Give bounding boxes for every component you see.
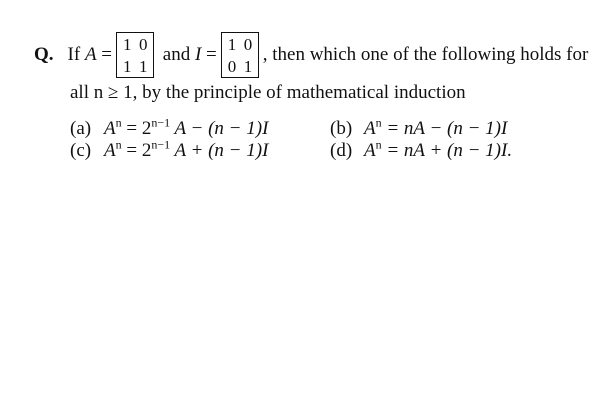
question-label: Q. — [34, 44, 54, 65]
matrix-i — [221, 32, 259, 78]
matrix-a-name: A — [84, 44, 97, 65]
matrix-a-cell: 0 — [139, 35, 148, 54]
option-equation: = 2 — [121, 118, 152, 139]
option-exponent: n — [115, 115, 122, 130]
matrix-i-cell: 1 — [243, 57, 253, 76]
and-text: and — [158, 44, 195, 65]
option-exponent: n — [375, 115, 382, 130]
option-label: (a) — [70, 118, 92, 139]
matrix-i-cell: 0 — [227, 57, 237, 76]
matrix-a-cell: 1 — [123, 35, 132, 54]
option-rest: A + (n − 1)I — [170, 140, 269, 161]
option-equation: = nA + (n − 1)I. — [381, 140, 513, 161]
option-exponent-2: n−1 — [151, 137, 171, 152]
option-base: A — [104, 118, 116, 139]
option-d — [330, 137, 513, 162]
option-base: A — [364, 140, 376, 161]
option-base: A — [104, 140, 116, 161]
matrix-i-cell: 1 — [227, 35, 237, 54]
option-c — [70, 137, 269, 162]
matrix-i-cell: 0 — [243, 35, 253, 54]
matrix-i-name: I — [194, 44, 202, 65]
option-exponent: n — [375, 137, 382, 152]
option-label: (c) — [70, 140, 92, 161]
question-line-1 — [34, 32, 588, 78]
option-exponent: n — [115, 137, 122, 152]
question-line-2: all n ≥ 1, by the principle of mathematical induction — [70, 82, 466, 103]
option-equation: = nA − (n − 1)I — [381, 118, 508, 139]
if-text: If — [67, 44, 85, 65]
option-label: (b) — [330, 118, 353, 139]
option-equation: = 2 — [121, 140, 152, 161]
question-tail: , then which one of the following holds for — [262, 44, 589, 65]
option-exponent-2: n−1 — [151, 115, 171, 130]
option-rest: A − (n − 1)I — [170, 118, 269, 139]
option-base: A — [364, 118, 376, 139]
equals-sign-i: = — [201, 44, 217, 65]
matrix-a — [116, 32, 154, 78]
matrix-a-cell: 1 — [139, 57, 148, 76]
option-b — [330, 115, 508, 140]
option-label: (d) — [330, 140, 353, 161]
matrix-a-cell: 1 — [123, 57, 132, 76]
equals-sign-a: = — [96, 44, 113, 65]
